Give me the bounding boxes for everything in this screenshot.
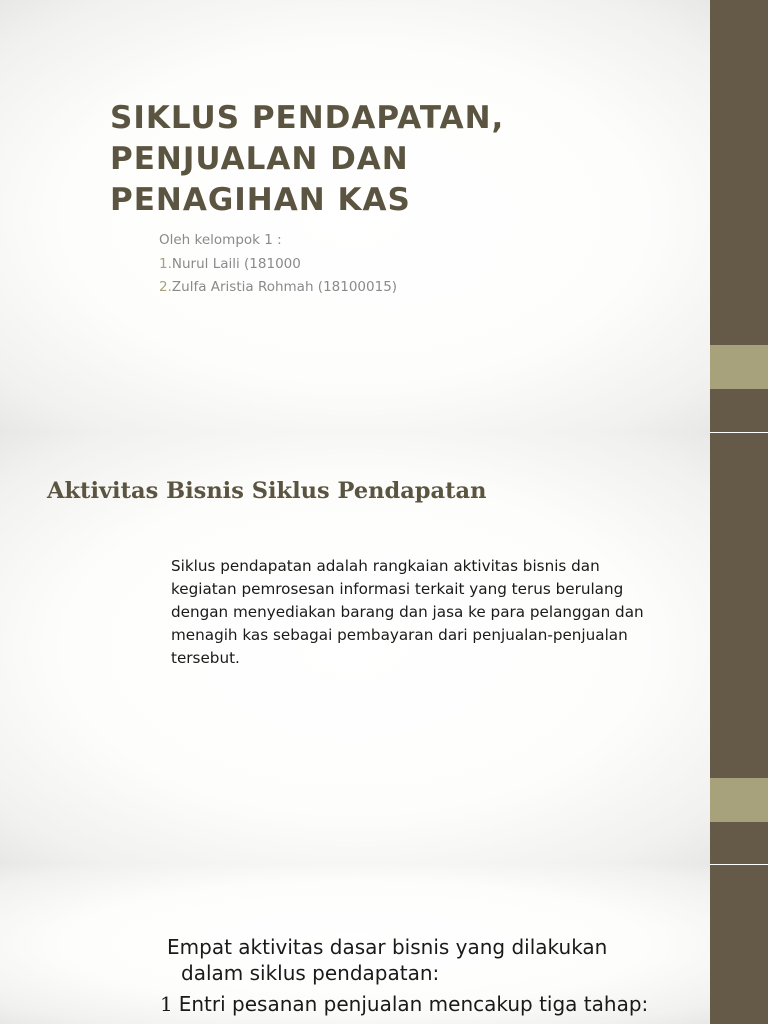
slide-2 [0,432,710,864]
intro-line-2: dalam siklus pendapatan: [181,961,440,985]
slide-title [110,98,504,221]
list-item-text: Entri pesanan penjualan mencakup tiga tahap: [178,992,649,1016]
member-name: Zulfa Aristia Rohmah (18100015) [171,279,398,295]
title-line-3: PENAGIHAN KAS [110,182,411,218]
title-line-2: PENJUALAN DAN [110,141,409,177]
slide-3 [0,864,710,1024]
sidebar-block [710,389,768,432]
member-number: 2. [159,279,172,295]
list-item-number: 1 [160,992,173,1016]
slide-heading: Aktivitas Bisnis Siklus Pendapatan [47,478,487,504]
member-name: Nurul Laili (181000 [171,255,301,272]
slide-1 [0,0,710,432]
group-info [159,229,397,300]
member-item-1 [159,253,397,277]
sidebar-block [710,865,768,1024]
sidebar-accent-block [710,778,768,822]
sidebar-block [710,822,768,864]
title-line-1: SIKLUS PENDAPATAN, [110,100,505,136]
list-item-1 [160,992,648,1016]
sidebar-accent-block [710,345,768,389]
sidebar-block [710,433,768,778]
member-item-2 [159,276,397,300]
sidebar-block [710,0,768,345]
member-number: 1. [159,255,172,272]
intro-line-1: Empat aktivitas dasar bisnis yang dilakukan [167,935,608,959]
group-label: Oleh kelompok 1 : [159,232,282,248]
slide-body-text: Siklus pendapatan adalah rangkaian aktivitas bisnis dan kegiatan pemrosesan informasi terkait yang terus berulang dengan menyediakan barang dan jasa ke para pelanggan dan menagih kas sebagai pembayaran dari penjualan-penjualan tersebut. [171,557,644,667]
